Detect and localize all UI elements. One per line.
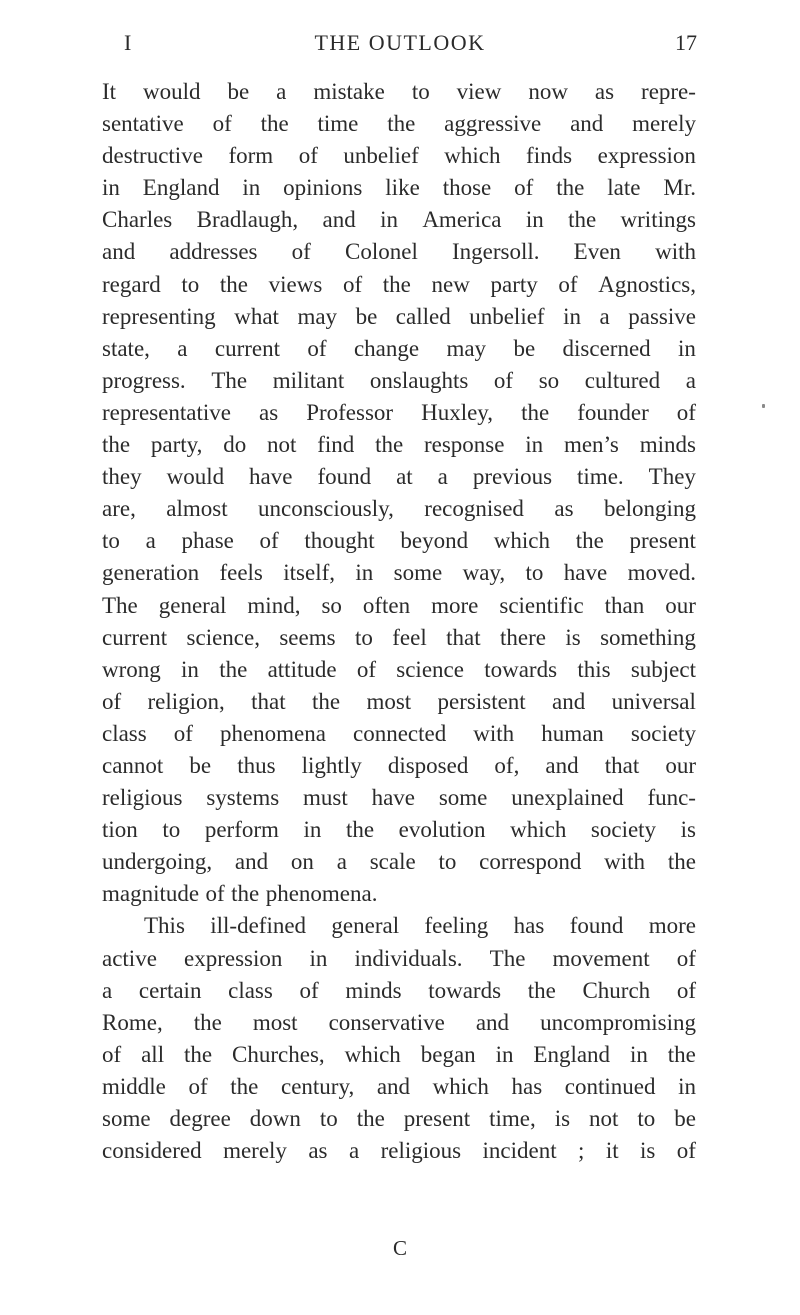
text-line: in England in opinions like those of the late Mr.	[102, 175, 696, 201]
text-line: and addresses of Colonel Ingersoll. Even with	[102, 239, 696, 265]
text-line: tion to perform in the evolution which society is	[102, 817, 696, 843]
text-line: This ill-defined general feeling has found more	[144, 913, 696, 939]
text-line: to a phase of thought beyond which the present	[102, 528, 696, 554]
paper-speck	[762, 404, 765, 408]
text-line: The general mind, so often more scientific than our	[102, 592, 696, 618]
text-line: the party, do not find the response in men’s minds	[102, 432, 696, 458]
text-line: religious systems must have some unexplained func-	[102, 785, 696, 811]
text-line: It would be a mistake to view now as repre-	[102, 79, 696, 104]
text-line: cannot be thus lightly disposed of, and that our	[102, 752, 696, 778]
text-line: current science, seems to feel that there is something	[102, 624, 696, 650]
text-line: a certain class of minds towards the Church of	[102, 977, 696, 1003]
text-line: Charles Bradlaugh, and in America in the writings	[102, 207, 696, 233]
page-number: 17	[675, 30, 697, 55]
chapter-number: I	[124, 30, 132, 55]
text-line: are, almost unconsciously, recognised as belonging	[102, 496, 696, 522]
text-line: class of phenomena connected with human society	[102, 720, 696, 746]
text-line: of religion, that the most persistent and universal	[102, 688, 696, 714]
text-line: state, a current of change may be discerned in	[102, 335, 696, 361]
body-text	[102, 76, 696, 1167]
text-line: of all the Churches, which began in England in the	[102, 1041, 696, 1067]
text-line: regard to the views of the new party of Agnostics,	[102, 271, 696, 297]
text-line: some degree down to the present time, is not to be	[102, 1106, 696, 1131]
text-line: Rome, the most conservative and uncompromising	[102, 1009, 696, 1035]
text-line: destructive form of unbelief which finds expression	[102, 143, 696, 169]
text-line: considered merely as a religious incident ; it is of	[102, 1138, 696, 1164]
text-line: representative as Professor Huxley, the founder of	[102, 399, 696, 425]
text-line: active expression in individuals. The movement of	[102, 945, 696, 971]
text-line: magnitude of the phenomena.	[102, 881, 378, 907]
text-line: undergoing, and on a scale to correspond with the	[102, 849, 696, 875]
text-line: representing what may be called unbelief in a passive	[102, 303, 696, 329]
text-line: they would have found at a previous time. They	[102, 464, 696, 490]
signature-mark: C	[392, 1236, 407, 1260]
text-line: middle of the century, and which has continued in	[102, 1073, 696, 1099]
running-title: THE OUTLOOK	[314, 30, 486, 55]
page-header	[0, 30, 800, 66]
text-line: sentative of the time the aggressive and merely	[102, 111, 696, 137]
text-line: generation feels itself, in some way, to have moved.	[102, 560, 696, 586]
text-line: wrong in the attitude of science towards this subject	[102, 656, 696, 682]
text-line: progress. The militant onslaughts of so cultured a	[102, 367, 696, 393]
